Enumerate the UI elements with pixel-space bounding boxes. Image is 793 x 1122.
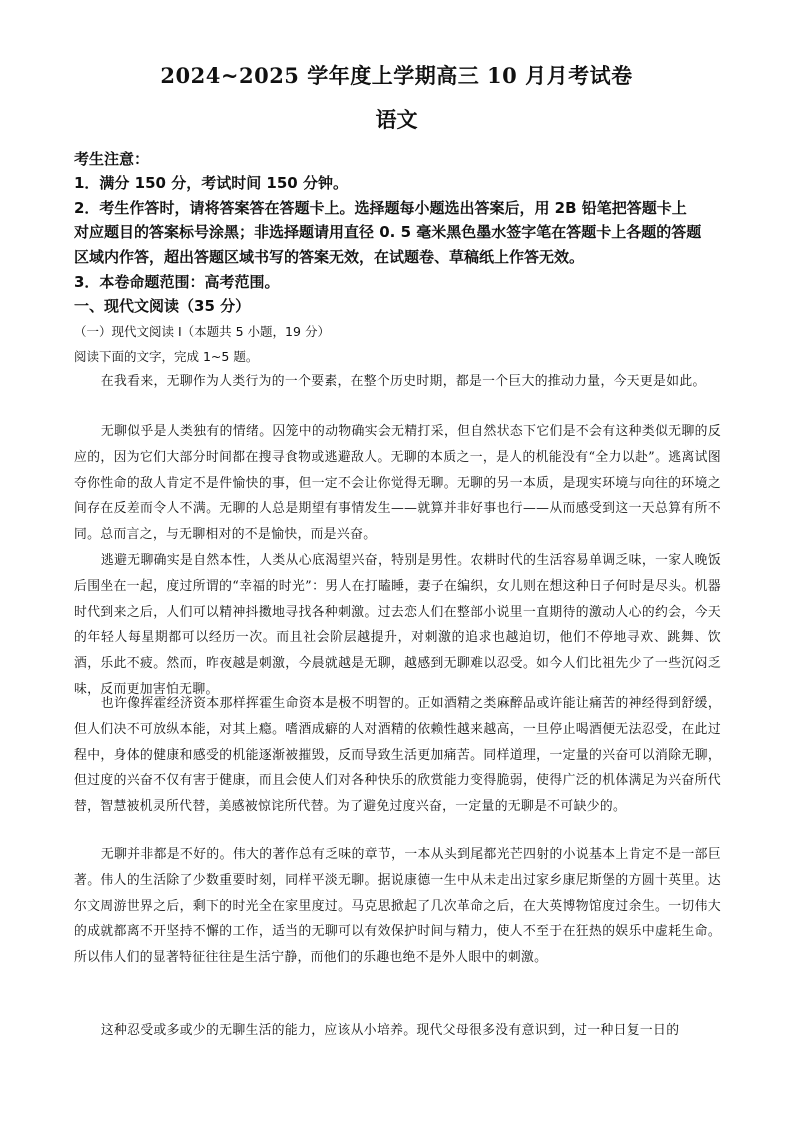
passage-paragraph: 也许像挥霍经济资本那样挥霍生命资本是极不明智的。正如酒精之类麻醉品或许能让痛苦的神经得到舒缓，但人们决不可放纵本能，对其上瘾。嗜酒成癖的人对酒精的依赖性越来越高，一旦停止喝酒便无法忍受，在此过程中，身体的健康和感受的机能逐渐被摧毁，反而导致生活更加痛苦。同样道理，一定量的兴奋可以消除无聊，但过度的兴奋不仅有害于健康，而且会使人们对各种快乐的欣赏能力变得脆弱，使得广泛的机体满足为兴奋所代替，智慧被机灵所代替，美感被惊诧所代替。为了避免过度兴奋，一定量的无聊是不可缺少的。: [74, 696, 721, 815]
notice-item: 1．满分 150 分，考试时间 150 分钟。: [74, 174, 348, 192]
section-heading: 一、现代文阅读（35 分）: [74, 297, 251, 315]
passage-paragraph: 无聊似乎是人类独有的情绪。囚笼中的动物确实会无精打采，但自然状态下它们是不会有这种类似无聊的反应的，因为它们大部分时间都在搜寻食物或逃避敌人。无聊的本质之一，是人的机能没有“全力以赴”。逃离试图夺你性命的敌人肯定不是件愉快的事，但一定不会让你觉得无聊。无聊的另一本质，是现实环境与向往的环境之间存在反差而令人不满。无聊的人总是期望有事情发生——就算并非好事也行——从而感受到这一天总算有所不同。总而言之，与无聊相对的不是愉快，而是兴奋。: [74, 424, 721, 543]
section-subheading: （一）现代文阅读 I（本题共 5 小题，19 分）: [74, 324, 330, 339]
notice-item: 2．考生作答时，请将答案答在答题卡上。选择题每小题选出答案后，用 2B 铅笔把答题卡上: [74, 199, 687, 217]
exam-title: 2024~2025 学年度上学期高三 10 月月考试卷: [160, 63, 633, 88]
reading-instruction: 阅读下面的文字，完成 1~5 题。: [74, 349, 259, 364]
notice-item: 对应题目的答案标号涂黑；非选择题请用直径 0. 5 毫米黑色墨水签字笔在答题卡上各题的答题: [74, 223, 702, 241]
passage-paragraph: 在我看来，无聊作为人类行为的一个要素，在整个历史时期，都是一个巨大的推动力量，今天更是如此。: [100, 374, 706, 389]
subject-title: 语文: [375, 107, 418, 132]
notice-item: 3．本卷命题范围：高考范围。: [74, 273, 280, 291]
passage-paragraph: 无聊并非都是不好的。伟大的著作总有乏味的章节，一本从头到尾都光芒四射的小说基本上肯定不是一部巨著。伟人的生活除了少数重要时刻，同样平淡无聊。据说康德一生中从未走出过家乡康尼斯堡的方圆十英里。达尔文周游世界之后，剩下的时光全在家里度过。马克思掀起了几次革命之后，在大英博物馆度过余生。一切伟大的成就都离不开坚持不懈的工作，适当的无聊可以有效保护时间与精力，使人不至于在狂热的娱乐中虚耗生命。所以伟人们的显著特征往往是生活宁静，而他们的乐趣也绝不是外人眼中的刺激。: [74, 847, 721, 966]
notice-item: 区域内作答，超出答题区域书写的答案无效，在试题卷、草稿纸上作答无效。: [74, 248, 585, 266]
passage-paragraph: 这种忍受或多或少的无聊生活的能力，应该从小培养。现代父母很多没有意识到，过一种日复一日的: [100, 1023, 680, 1038]
passage-paragraph: 逃避无聊确实是自然本性，人类从心底渴望兴奋，特别是男性。农耕时代的生活容易单调乏味，一家人晚饭后围坐在一起，度过所谓的“幸福的时光”：男人在打瞌睡，妻子在编织，女儿则在想这种日子何时是尽头。机器时代到来之后，人们可以精神抖擞地寻找各种刺激。过去恋人们在整部小说里一直期待的激动人心的约会，今天的年轻人每星期都可以经历一次。而且社会阶层越提升，对刺激的追求也越迫切，他们不停地寻欢、跳舞、饮酒，乐此不疲。然而，昨夜越是刺激，今晨就越是无聊，越感到无聊难以忍受。如今人们比祖先少了一些沉闷乏味，反而更加害怕无聊。: [74, 553, 721, 697]
notice-heading: 考生注意：: [74, 150, 150, 168]
